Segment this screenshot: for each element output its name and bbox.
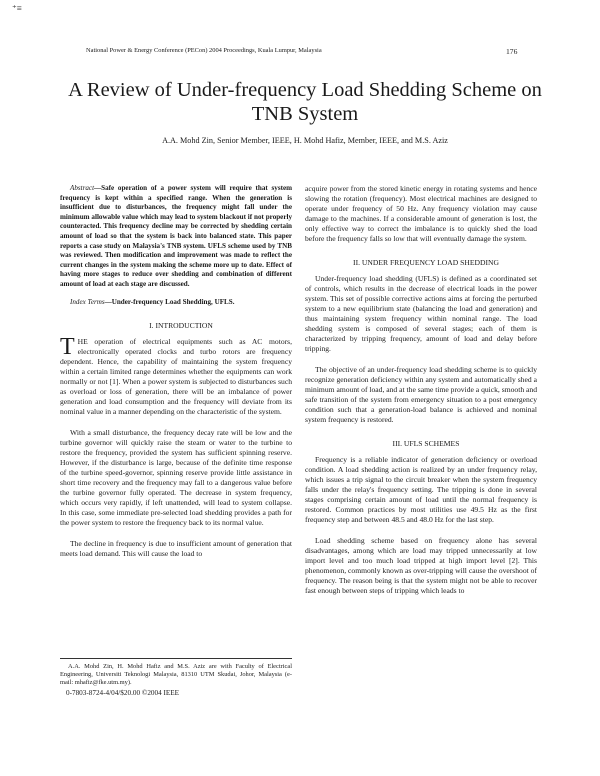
abstract — [60, 184, 292, 290]
intro-paragraph-2: With a small disturbance, the frequency decay rate will be low and the turbine governor will quickly raise the steam or water to the turbine to restore the frequency, provided the system has sufficient spinning reserve. However, if the disturbance is large, because of the definite time response of the turbine speed-governor, spinning reserve provide little assistance in short time recovery and the frequency may fall to a dangerous value before the turbine governor fully operated. The decrease in system frequency, which occurs very rapidly, if left unattended, will lead to system collapse. In this case, some immediate pre-selected load shedding provides a path for the power system to restore the frequency back to its normal value. — [60, 428, 292, 528]
schemes-paragraph-2: Load shedding scheme based on frequency alone has several disadvantages, among which are load may tripped unnecessarily at low import level and too much load tripped at high import level [2]. This phenomenon, commonly known as over-tripping will cause the overshoot of frequency. The reason being is that the system might not be able to recover fast enough between steps of tripping which leads to — [305, 536, 537, 595]
page-number: 176 — [506, 47, 518, 56]
section-heading-ufls: II. UNDER FREQUENCY LOAD SHEDDING — [353, 258, 499, 267]
index-terms — [60, 298, 292, 308]
ufls-paragraph-2: The objective of an under-frequency load shedding scheme is to quickly recognize generation deficiency within any system and automatically shed a minimum amount of load, and at the same time provide a quick, smooth and safe transition of the system from emergency situation to a post emergency condition such that a generation-load balance is achieved and nominal system frequency is restored. — [305, 365, 537, 424]
intro-paragraph-1: THE operation of electrical equipments such as AC motors, electronically operated clocks and turbo rotors are frequency dependent. Hence, the capability of maintaining the system frequency within a certain limited range determines whether the equipments can work normally or not [1]. When a power system is subjected to disturbances such as overload or loss of generation, there will be an imbalance of power generation and load consumption and the frequency will deviate from its nominal value in a manner depending on the characteristic of the system. — [60, 334, 292, 417]
section-heading-introduction: I. INTRODUCTION — [149, 321, 213, 331]
copyright-isbn: 0-7803-8724-4/04/$20.00 ©2004 IEEE — [66, 689, 180, 697]
continued-paragraph: acquire power from the stored kinetic energy in rotating systems and hence slowing the rotation (frequency). Most electrical machines are designed to operate under frequency of 50 Hz. Any frequency violation may cause damage to the machines. If a considerable amount of generation is lost, the only effective way to correct the imbalance is to quickly shed the load before the frequency falls so low that will eventually damage the system. — [305, 184, 537, 243]
schemes-paragraph-1: Frequency is a reliable indicator of generation deficiency or overload condition. A load shedding action is realized by an under frequency relay, which issues a trip signal to the circuit breaker when the system frequency falls under the relay's frequency setting. The tripping is done in several stages comprising certain amount of load until the normal frequency is restored. Common practices by most utilities use 49.5 Hz as the first frequency step and between 48.5 and 48.0 Hz for the last step. — [305, 455, 537, 524]
section-heading-schemes: III. UFLS SCHEMES — [392, 439, 460, 448]
intro-paragraph-3: The decline in frequency is due to insufficient amount of generation that meets load demand. This will cause the load to — [60, 539, 292, 559]
author-line: A.A. Mohd Zin, Senior Member, IEEE, H. Mohd Hafiz, Member, IEEE, and M.S. Aziz — [162, 136, 448, 145]
left-column — [60, 184, 292, 559]
right-column — [305, 184, 537, 596]
corner-mark: ⁺≡ — [12, 3, 22, 13]
author-footnote: A.A. Mohd Zin, H. Mohd Hafiz and M.S. Aziz are with Faculty of Electrical Engineering, Universiti Teknologi Malaysia, 81310 UTM Skudai, Johor, Malaysia (e-mail: mhafiz@fke.utm.my). — [60, 658, 292, 687]
index-terms-label: Index Terms — [70, 297, 105, 306]
abstract-label: Abstract — [70, 184, 95, 192]
ufls-paragraph-1: Under-frequency load shedding (UFLS) is defined as a coordinated set of controls, which results in the decrease of electrical loads in the power system. This set of possible corrective actions aims at forcing the perturbed system to a new equilibrium state (balancing the load and generation) and thus maintaining system frequency within nominal range. The load shedding system is composed of several stages; each of them is characterized by tripping frequency, amount of load and delay before tripping. — [305, 274, 537, 353]
conference-header: National Power & Energy Conference (PECon) 2004 Proceedings, Kuala Lumpur, Malaysia — [86, 47, 322, 54]
abstract-text: —Safe operation of a power system will require that system frequency is kept within a specified range. When the generation is insufficient due to disturbances, the frequency might fall under the minimum allowable value which may lead to system blackout if not properly counteracted. This frequency decline may be corrected by shedding certain amount of load so that the system is back into balanced state. This paper reports a case study on Malaysia's TNB system. UFLS scheme used by TNB was reviewed. Then modification and improvement was made to reflect the current changes in the system making the scheme more up to date. Effect of having more stages to reduce over shedding and combination of different amount of load at each stage are discussed. — [60, 184, 292, 288]
index-terms-text: —Under-frequency Load Shedding, UFLS. — [104, 297, 235, 306]
paper-title: A Review of Under-frequency Load Shedding Scheme on TNB System — [68, 79, 542, 125]
